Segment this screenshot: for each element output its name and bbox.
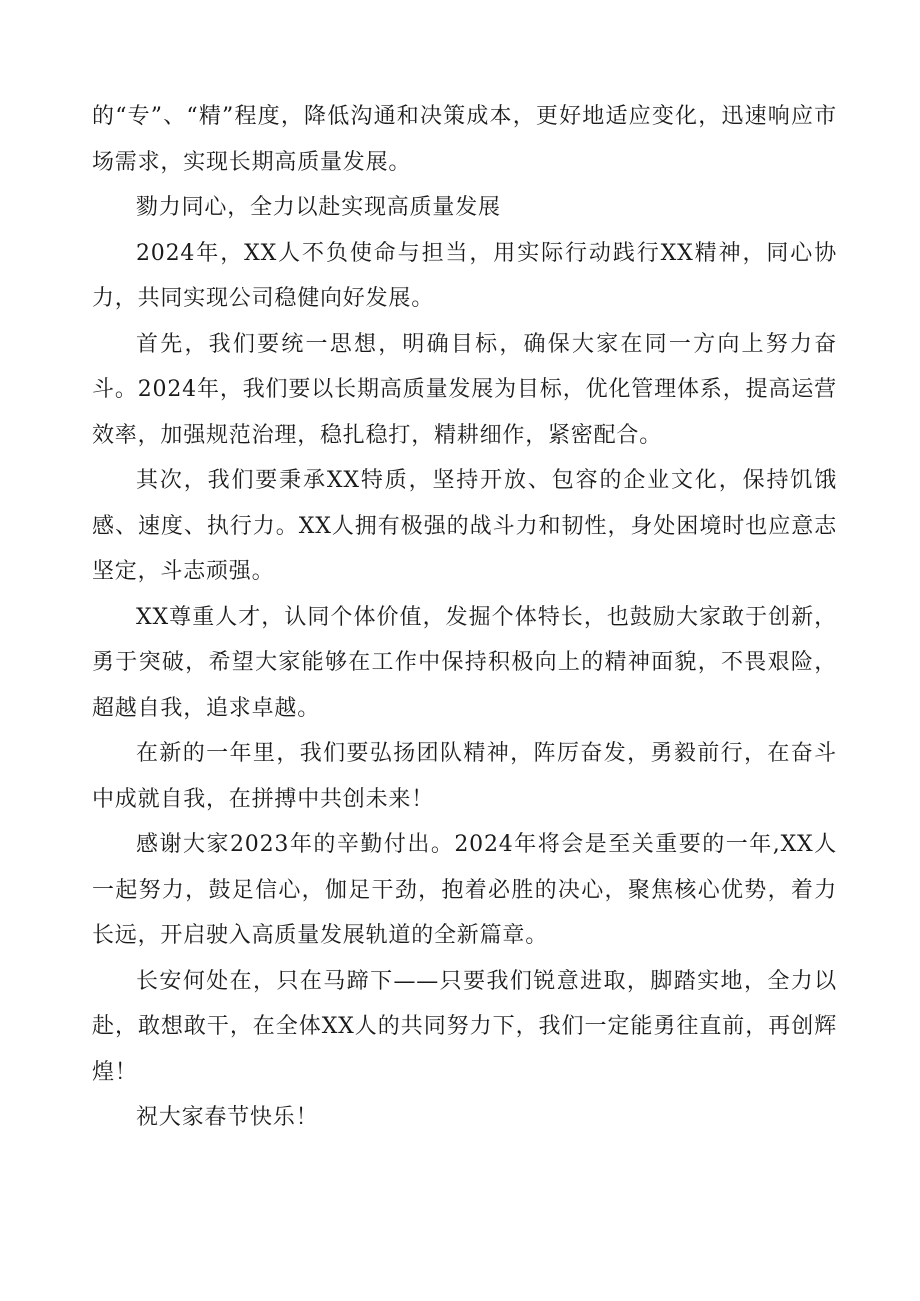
paragraph-continuation: 的“专”、“精”程度，降低沟通和决策成本，更好地适应变化，迅速响应市场需求，实现长期高质量发展。 — [92, 104, 837, 175]
paragraph-second: 其次，我们要秉承XX特质，坚持开放、包容的企业文化，保持饥饿感、速度、执行力。XX人拥有极强的战斗力和韧性，身处困境时也应意志坚定，斗志顽强。 — [92, 468, 837, 584]
paragraph-first: 首先，我们要统一思想，明确目标，确保大家在同一方向上努力奋斗。2024年，我们要以长期高质量发展为目标，优化管理体系，提高运营效率，加强规范治理，稳扎稳打，精耕细作，紧密配合。 — [92, 331, 837, 448]
paragraph-greeting: 祝大家春节快乐！ — [136, 1105, 319, 1130]
paragraph-new-year: 在新的一年里，我们要弘扬团队精神，阵厉奋发，勇毅前行，在奋斗中成就自我，在拼搏中共创未来！ — [92, 741, 837, 812]
paragraph-2024-mission: 2024年，XX人不负使命与担当，用实际行动践行XX精神，同心协力，共同实现公司稳健向好发展。 — [92, 240, 837, 311]
paragraph-thanks: 感谢大家2023年的辛勤付出。2024年将会是至关重要的一年,XX人一起努力，鼓足信心，伽足干劲，抱着必胜的决心，聚焦核心优势，着力长远，开启驶入高质量发展轨道的全新篇章。 — [92, 832, 837, 948]
document-body — [92, 94, 837, 1141]
paragraph-closing: 长安何处在，只在马蹄下——只要我们锐意进取，脚踏实地，全力以赴，敢想敢干，在全体XX人的共同努力下，我们一定能勇往直前，再创辉煌！ — [92, 968, 837, 1085]
paragraph-talent: XX尊重人才，认同个体价值，发掘个体特长，也鼓励大家敢于创新，勇于突破，希望大家能够在工作中保持积极向上的精神面貌，不畏艰险，超越自我，追求卓越。 — [92, 604, 837, 721]
section-heading: 勠力同心，全力以赴实现高质量发展 — [136, 195, 501, 220]
